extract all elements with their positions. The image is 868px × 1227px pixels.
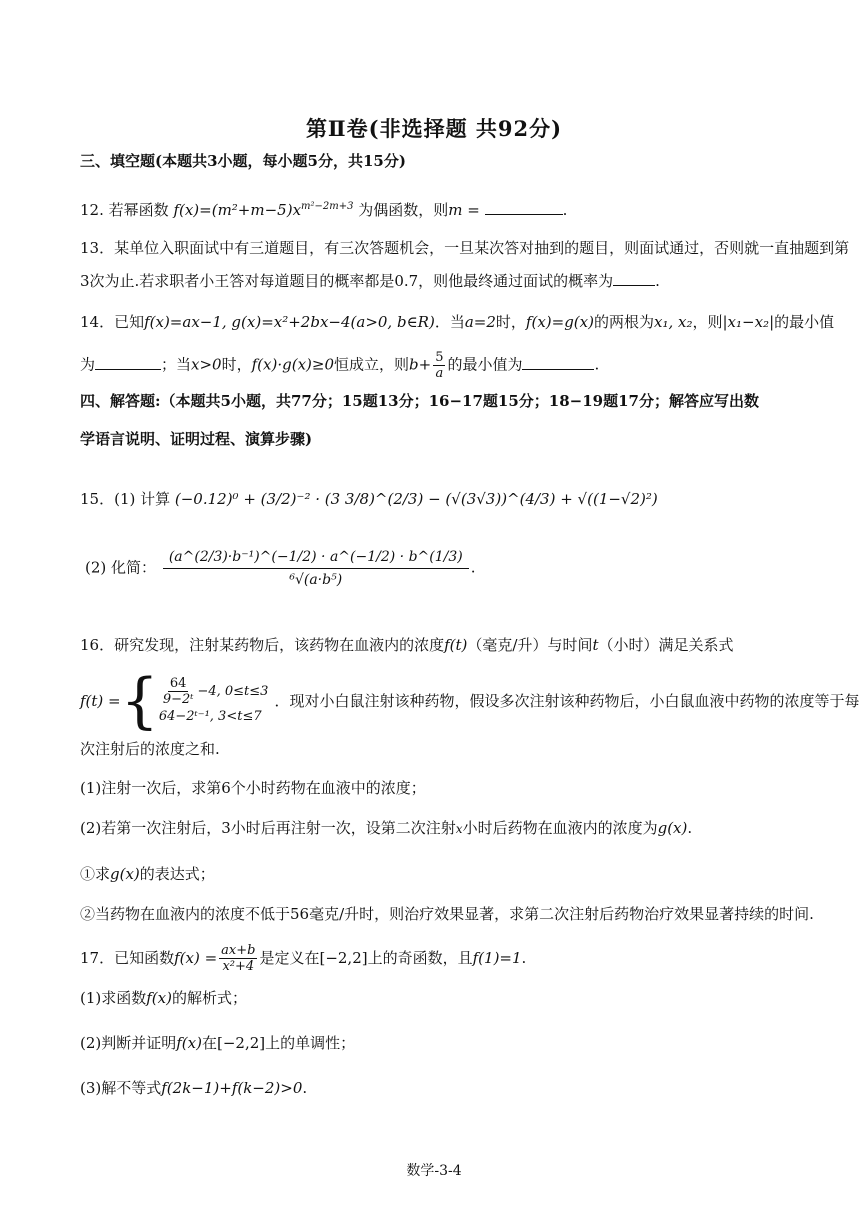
q15-p1-label: 15．(1) 计算 bbox=[80, 490, 171, 508]
q16-piece1-num: 64 bbox=[169, 675, 187, 691]
q17-sub1-f: f(x) bbox=[146, 989, 172, 1007]
q15-p2-end: . bbox=[470, 558, 476, 577]
q14-formula-2: f(x)=g(x) bbox=[525, 313, 594, 331]
q14-text-a: 14．已知 bbox=[80, 313, 145, 331]
q15-p2-numerator: (a^(2/3)·b⁻¹)^(−1/2) · a^(−1/2) · b^(1/3) bbox=[163, 546, 469, 569]
q16-sub-2 bbox=[80, 817, 692, 840]
q17-sub-2 bbox=[80, 1032, 355, 1054]
q12-text-b: 为偶函数，则 bbox=[358, 201, 449, 219]
q16-t: t bbox=[592, 636, 599, 654]
q16-text-b: （毫克/升）与时间 bbox=[467, 636, 593, 654]
q17-fraction bbox=[219, 943, 257, 974]
section-4-heading-2: 学语言说明、证明过程、演算步骤) bbox=[80, 430, 313, 448]
q16-sub2-text-b: 小时后药物在血液内的浓度为 bbox=[462, 819, 658, 837]
q16-ft: f(t) bbox=[444, 636, 468, 654]
answer-blank[interactable] bbox=[95, 355, 161, 370]
q12-exponent: m²−2m+3 bbox=[301, 201, 354, 212]
q12-number: 12. bbox=[80, 201, 104, 219]
q16-piece-2: 64−2ᵗ⁻¹, 3<t≤7 bbox=[158, 708, 262, 724]
q15-p1-formula: (−0.12)⁰ + (3/2)⁻² · (3 3/8)^(2/3) − (√(3√3))^(4/3) + √((1−√2)²) bbox=[174, 490, 658, 508]
question-15-part-2 bbox=[85, 546, 476, 591]
q17-sub3-text-a: (3)解不等式 bbox=[80, 1079, 162, 1097]
q15-p2-fraction bbox=[163, 546, 469, 591]
q17-fx: f(x) = bbox=[174, 949, 218, 967]
q14-end: . bbox=[594, 355, 600, 374]
question-13-line-2 bbox=[80, 270, 660, 292]
q14-text-j: 恒成立，则 bbox=[334, 355, 410, 374]
q16-circle-2: ②当药物在血液内的浓度不低于56毫克/升时，则治疗效果显著，求第二次注射后药物治疗效果显著持续的时间. bbox=[80, 905, 814, 923]
q17-text-a: 17．已知函数 bbox=[80, 949, 175, 967]
q14-text-e: ，则 bbox=[692, 313, 723, 331]
q14-formula-3: f(x)·g(x)≥0 bbox=[251, 355, 334, 374]
section-4-heading: 四、解答题:（本题共5小题，共77分；15题13分；16−17题15分；18−19题17分；解答应写出数 bbox=[80, 392, 759, 410]
q17-sub1-text-a: (1)求函数 bbox=[80, 989, 147, 1007]
q14-text-h: ；当 bbox=[161, 355, 192, 374]
q16-piece-1 bbox=[159, 676, 269, 707]
q17-sub1-text-b: 的解析式； bbox=[171, 989, 247, 1007]
page-title: 第Ⅱ卷(非选择题 共92分) bbox=[305, 116, 563, 141]
q17-frac-num: ax+b bbox=[221, 942, 256, 958]
question-12 bbox=[80, 196, 567, 221]
q14-frac-den: a bbox=[435, 366, 444, 381]
q17-sub-1 bbox=[80, 987, 247, 1009]
q14-cond: a=2 bbox=[464, 313, 496, 331]
q17-frac-den: x²+4 bbox=[222, 958, 255, 974]
q17-sub3-end: . bbox=[302, 1079, 308, 1097]
q17-text-c: 上的奇函数，且 bbox=[367, 949, 473, 967]
q16-circle-1 bbox=[80, 863, 215, 885]
q12-formula: f(x)=(m²+m−5)x bbox=[173, 201, 302, 219]
q17-interval: [−2,2] bbox=[319, 949, 368, 967]
answer-blank[interactable] bbox=[485, 200, 563, 215]
question-16-piecewise bbox=[80, 668, 859, 734]
q14-expr: b+ bbox=[409, 355, 432, 374]
q16-c1-text-a: ①求 bbox=[80, 865, 111, 883]
q17-end: . bbox=[521, 949, 527, 967]
q17-sub3-f: f(2k−1)+f(k−2)>0 bbox=[161, 1079, 303, 1097]
q16-sub2-x: x bbox=[455, 822, 463, 836]
q14-text-d: 的两根为 bbox=[593, 313, 654, 331]
q17-sub2-interval: [−2,2] bbox=[216, 1034, 266, 1052]
q16-piece-cases bbox=[159, 676, 269, 727]
question-14-line-2 bbox=[80, 350, 599, 381]
q16-sub2-g: g(x) bbox=[657, 819, 688, 837]
q17-sub2-text-c: 上的单调性； bbox=[265, 1034, 356, 1052]
q15-p2-denominator: ⁶√(a·b⁵) bbox=[289, 572, 343, 588]
question-16-line-1 bbox=[80, 634, 734, 656]
brace-glyph: { bbox=[120, 666, 159, 736]
question-14-line-1 bbox=[80, 311, 834, 333]
q17-sub2-text-b: 在 bbox=[201, 1034, 217, 1052]
q12-text-a: 若幂函数 bbox=[108, 201, 169, 219]
q16-sub2-end: . bbox=[687, 819, 693, 837]
q14-text-k: 的最小值为 bbox=[447, 355, 523, 374]
q16-sub2-text-a: (2)若第一次注射后，3小时后再注射一次，设第二次注射 bbox=[80, 819, 456, 837]
q16-c1-g: g(x) bbox=[110, 865, 140, 883]
q14-cond-2: x>0 bbox=[191, 355, 222, 374]
question-13-line-1: 13．某单位入职面试中有三道题目，有三次答题机会，一旦某次答对抽到的题目，则面试通过，否则就一直抽题到第 bbox=[80, 239, 850, 257]
q17-cond: f(1)=1 bbox=[472, 949, 522, 967]
q16-text-a: 16．研究发现，注射某药物后，该药物在血液内的浓度 bbox=[80, 636, 445, 654]
q16-line-2: ．现对小白鼠注射该种药物，假设多次注射该种药物后，小白鼠血液中药物的浓度等于每 bbox=[274, 692, 860, 710]
q17-sub2-f: f(x) bbox=[176, 1034, 202, 1052]
q16-sub-1: (1)注射一次后，求第6个小时药物在血液中的浓度； bbox=[80, 779, 426, 797]
answer-blank[interactable] bbox=[522, 355, 594, 370]
section-3-heading: 三、填空题(本题共3小题，每小题5分，共15分) bbox=[80, 152, 406, 170]
q16-text-c: （小时）满足关系式 bbox=[598, 636, 734, 654]
page-footer: 数学-3-4 bbox=[406, 1163, 462, 1179]
q13-line2-text: 3次为止.若求职者小王答对每道题目的概率都是0.7，则他最终通过面试的概率为 bbox=[80, 272, 614, 290]
q14-abs: |x₁−x₂| bbox=[722, 313, 775, 331]
question-17-line-1 bbox=[80, 940, 526, 976]
q17-sub2-text-a: (2)判断并证明 bbox=[80, 1034, 177, 1052]
q14-roots: x₁, x₂ bbox=[654, 313, 693, 331]
question-15-part-1 bbox=[80, 488, 658, 510]
question-16-line-3: 次注射后的浓度之和. bbox=[80, 740, 220, 758]
q14-frac-num: 5 bbox=[435, 350, 444, 365]
q14-fraction bbox=[433, 350, 445, 381]
q14-text-g: 为 bbox=[80, 355, 96, 374]
q17-text-b: 是定义在 bbox=[259, 949, 320, 967]
q14-text-i: 时， bbox=[221, 355, 252, 374]
q14-text-c: 时， bbox=[495, 313, 526, 331]
q16-piece1-den: 9−2ᵗ bbox=[162, 691, 194, 707]
q14-text-b: ．当 bbox=[434, 313, 465, 331]
q12-end: . bbox=[562, 201, 568, 219]
q16-piece1-rest: −4, 0≤t≤3 bbox=[197, 683, 269, 699]
q16-piece-lhs: f(t) = bbox=[80, 692, 121, 710]
q14-formula-1: f(x)=ax−1, g(x)=x²+2bx−4(a>0, b∈R) bbox=[144, 313, 435, 331]
q16-piece1-frac bbox=[161, 676, 196, 707]
q14-text-f: 的最小值 bbox=[774, 313, 835, 331]
answer-blank[interactable] bbox=[613, 271, 655, 286]
q17-sub-3 bbox=[80, 1077, 307, 1099]
q12-eq: = bbox=[462, 201, 485, 219]
q15-p2-label: (2) 化简： bbox=[85, 558, 157, 577]
q13-end: . bbox=[655, 272, 660, 290]
q12-var: m bbox=[448, 201, 463, 219]
q16-c1-text-b: 的表达式； bbox=[139, 865, 215, 883]
